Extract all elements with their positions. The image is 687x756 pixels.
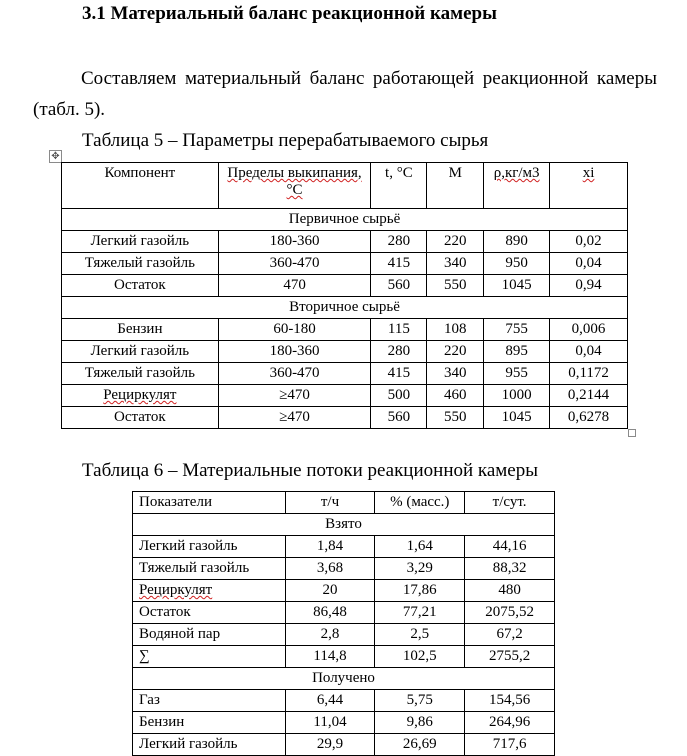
table5-group-title: Первичное сырьё (62, 209, 628, 231)
table5-cell-text: 950 (505, 255, 528, 271)
table6-cell (375, 690, 465, 712)
table5-cell-text: 0,1172 (568, 365, 609, 381)
table6-cell (133, 536, 286, 558)
table5-cell-text: 1000 (501, 387, 532, 403)
table6-cell (375, 558, 465, 580)
table6-group-title: Получено (133, 668, 555, 690)
table6-cell-text: 26,69 (402, 736, 437, 752)
table6-cell (133, 602, 286, 624)
table5-cell-text: Остаток (114, 277, 166, 293)
table6-cell-text: Бензин (139, 714, 185, 730)
table-row (133, 690, 555, 712)
table6-cell-text: Газ (139, 692, 160, 708)
table5-cell (62, 385, 219, 407)
table6-cell-text: Остаток (139, 604, 191, 620)
table5-cell (218, 341, 371, 363)
table5-cell (218, 385, 371, 407)
table-row (62, 341, 628, 363)
table5-cell-text: Рециркулят (103, 387, 177, 403)
table5-cell-text: 550 (444, 409, 467, 425)
table5-cell-text: 895 (505, 343, 528, 359)
table5-cell (371, 407, 427, 429)
table6-header-row (133, 492, 555, 514)
table5-cell (371, 385, 427, 407)
table5-cell (484, 253, 550, 275)
table6-cell-text: 11,04 (313, 714, 347, 730)
table-row (62, 363, 628, 385)
table5-cell-text: 360-470 (269, 255, 320, 271)
table5-header-row (62, 163, 628, 209)
table6-cell-text: 3,29 (406, 560, 433, 576)
table5-cell-text: Остаток (114, 409, 166, 425)
table5-cell-text: 60-180 (273, 321, 316, 337)
table5-header-label: Пределы выкипания,°С (227, 165, 362, 198)
table5-cell (427, 319, 484, 341)
table6-cell (285, 690, 375, 712)
table6-cell (465, 646, 555, 668)
table5-cell (62, 341, 219, 363)
table5-cell (550, 253, 628, 275)
table5-header-cell (371, 163, 427, 209)
table5-cell (62, 363, 219, 385)
table6-cell (375, 580, 465, 602)
table5-cell (62, 319, 219, 341)
table5-cell-text: 340 (444, 365, 467, 381)
table5-cell-text: 360-470 (269, 365, 320, 381)
table5-cell (550, 231, 628, 253)
table6-cell (285, 558, 375, 580)
table-row (62, 253, 628, 275)
table5-cell-text: 550 (444, 277, 467, 293)
table5-cell-text: Легкий газойль (90, 343, 190, 359)
table5-cell (484, 385, 550, 407)
table6-group-row (133, 514, 555, 536)
table6-cell (465, 558, 555, 580)
table-row (62, 231, 628, 253)
table6-cell-text: 2755,2 (488, 648, 531, 664)
table5-cell-text: 0,6278 (567, 409, 610, 425)
table-row (133, 624, 555, 646)
table6-cell-text: 480 (498, 582, 521, 598)
table6-cell-text: Тяжелый газойль (139, 560, 250, 576)
table5-cell (427, 275, 484, 297)
table6-cell (133, 690, 286, 712)
table5-cell (371, 319, 427, 341)
table5-header-label: Компонент (104, 165, 176, 181)
table6-cell-text: Рециркулят (139, 582, 213, 598)
table5-cell (427, 407, 484, 429)
table5-group-row (62, 209, 628, 231)
table5-cell-text: Легкий газойль (90, 233, 190, 249)
table5-cell-text: 415 (387, 365, 411, 381)
table5-header-label: xi (582, 165, 595, 181)
table5-cell-text: Тяжелый газойль (84, 365, 195, 381)
table6-cell-text: 717,6 (492, 736, 527, 752)
table5-cell-text: 0,04 (575, 255, 602, 271)
table5-group-title: Вторичное сырьё (62, 297, 628, 319)
table6-cell-text: 17,86 (402, 582, 437, 598)
table5-cell-text: 340 (444, 255, 467, 271)
table5-header-cell (427, 163, 484, 209)
table6-cell-text: 2,5 (410, 626, 430, 642)
table6-cell-text: 88,32 (492, 560, 527, 576)
table6-cell (133, 734, 286, 756)
table6-cell-text: 44,16 (492, 538, 527, 554)
table5-cell-text: 890 (505, 233, 528, 249)
table6-header-cell: % (масс.) (375, 492, 465, 514)
table6-cell (465, 580, 555, 602)
table5-cell (371, 341, 427, 363)
table6-cell (285, 580, 375, 602)
table6-cell-text: 29,9 (316, 736, 344, 752)
table6-cell-text: 67,2 (496, 626, 523, 642)
table6-cell (465, 734, 555, 756)
table6-cell-text: 5,75 (406, 692, 433, 708)
table6-cell-text: 2,8 (320, 626, 340, 642)
table6-cell-text: 77,21 (402, 604, 437, 620)
table5-cell-text: 0,006 (571, 321, 606, 337)
table6-cell-text: 1,64 (406, 538, 433, 554)
table5-cell (218, 407, 371, 429)
table5-header-label: М (448, 165, 462, 181)
table5-cell (427, 385, 484, 407)
table6-cell (375, 602, 465, 624)
table6-cell-text: Легкий газойль (139, 538, 238, 554)
table-move-handle-icon[interactable]: ✥ (49, 150, 62, 163)
table5-caption: Таблица 5 – Параметры перерабатываемого сырья (82, 130, 489, 151)
table6-header-cell: т/ч (285, 492, 375, 514)
table6-cell-text: 114,8 (313, 648, 347, 664)
table-row (133, 602, 555, 624)
table6-cell (285, 536, 375, 558)
table5-cell (427, 363, 484, 385)
table5-header-cell (550, 163, 628, 209)
table5-cell-text: 1045 (501, 409, 532, 425)
table5 (61, 162, 628, 429)
table5-cell (427, 231, 484, 253)
table5-cell (550, 275, 628, 297)
table6 (132, 491, 555, 756)
table6-cell (465, 602, 555, 624)
table6-cell-text: 1,84 (316, 538, 344, 554)
table-row (62, 275, 628, 297)
table5-cell (427, 341, 484, 363)
table6-cell (133, 712, 286, 734)
table-row (62, 385, 628, 407)
table6-cell (133, 558, 286, 580)
table6-cell (285, 712, 375, 734)
table5-cell-text: ≥470 (279, 387, 310, 403)
table5-cell (484, 319, 550, 341)
table5-cell (484, 275, 550, 297)
table-row (62, 407, 628, 429)
table5-cell-text: 115 (387, 321, 410, 337)
table5-cell (218, 231, 371, 253)
table6-cell-text: 9,86 (406, 714, 433, 730)
table5-cell-text: 280 (387, 233, 411, 249)
table5-cell-text: 470 (283, 277, 306, 293)
table6-cell (465, 624, 555, 646)
table5-cell (62, 253, 219, 275)
table5-cell (550, 407, 628, 429)
table5-cell-text: 0,04 (575, 343, 602, 359)
table5-cell-text: Тяжелый газойль (84, 255, 195, 271)
table6-cell-text: 102,5 (402, 648, 437, 664)
table5-cell-text: 955 (505, 365, 528, 381)
table6-cell (465, 536, 555, 558)
table6-cell (285, 646, 375, 668)
table5-cell (371, 231, 427, 253)
table6-cell (465, 712, 555, 734)
table-row (133, 558, 555, 580)
table5-cell-text: 280 (387, 343, 411, 359)
table6-header-cell: т/сут. (465, 492, 555, 514)
table6-cell (285, 602, 375, 624)
table5-cell-text: 560 (387, 409, 411, 425)
table5-cell (550, 319, 628, 341)
table6-cell-text: 6,44 (316, 692, 344, 708)
table6-cell-text: 264,96 (488, 714, 531, 730)
table5-cell (371, 363, 427, 385)
table6-cell (375, 624, 465, 646)
table5-cell-text: 1045 (501, 277, 532, 293)
table5-cell-text: 108 (444, 321, 467, 337)
table5-cell (550, 385, 628, 407)
section-heading: 3.1 Материальный баланс реакционной камеры (82, 3, 497, 24)
table5-cell (484, 231, 550, 253)
table5-cell (484, 407, 550, 429)
table5-cell (371, 275, 427, 297)
table5-cell-text: 0,02 (575, 233, 602, 249)
table6-cell (133, 646, 286, 668)
table6-group-title: Взято (133, 514, 555, 536)
table6-header-cell: Показатели (133, 492, 286, 514)
table6-cell-text: ∑ (139, 648, 150, 664)
table6-cell-text: 2075,52 (485, 604, 534, 620)
table6-cell (375, 734, 465, 756)
table5-cell (484, 341, 550, 363)
table5-cell (550, 341, 628, 363)
table5-group-row (62, 297, 628, 319)
table5-cell-text: 220 (444, 343, 467, 359)
table-row (133, 646, 555, 668)
table5-cell-text: 180-360 (269, 343, 320, 359)
table6-cell (375, 536, 465, 558)
table5-cell (218, 275, 371, 297)
table5-header-label: ρ,кг/м3 (493, 165, 540, 181)
table5-cell (218, 253, 371, 275)
table5-header-cell (62, 163, 219, 209)
table6-cell-text: 86,48 (313, 604, 347, 620)
table5-cell-text: 755 (505, 321, 528, 337)
table6-cell (375, 646, 465, 668)
table-row (133, 712, 555, 734)
table5-cell-text: 0,2144 (567, 387, 610, 403)
table6-cell (285, 734, 375, 756)
table5-cell (62, 275, 219, 297)
table6-cell-text: 154,56 (488, 692, 531, 708)
table5-cell-text: ≥470 (279, 409, 310, 425)
table5-cell-text: 415 (387, 255, 411, 271)
table6-group-row (133, 668, 555, 690)
table-row (133, 536, 555, 558)
table5-cell-text: 0,94 (575, 277, 602, 293)
table-row (133, 734, 555, 756)
table5-cell (218, 319, 371, 341)
body-paragraph: Составляем материальный баланс работающей реакционной камеры (табл. 5). (33, 68, 657, 120)
table5-cell-text: 560 (387, 277, 411, 293)
table6-cell (465, 690, 555, 712)
table6-cell-text: 3,68 (316, 560, 344, 576)
table6-cell (285, 624, 375, 646)
table-row (62, 319, 628, 341)
table5-cell (62, 407, 219, 429)
table5-header-label: t, °С (385, 165, 413, 181)
table5-cell (484, 363, 550, 385)
table6-cell (133, 624, 286, 646)
table6-cell-text: Водяной пар (139, 626, 221, 642)
table5-cell (427, 253, 484, 275)
table-resize-handle[interactable] (628, 429, 636, 437)
table6-cell-text: 20 (322, 582, 338, 598)
table5-cell-text: 180-360 (269, 233, 320, 249)
table5-cell (371, 253, 427, 275)
table5-cell-text: 460 (444, 387, 467, 403)
table5-cell (218, 363, 371, 385)
table5-cell (62, 231, 219, 253)
table5-cell (550, 363, 628, 385)
table6-caption: Таблица 6 – Материальные потоки реакционной камеры (82, 460, 538, 481)
table-row (133, 580, 555, 602)
table5-header-cell (218, 163, 371, 209)
table5-cell-text: 220 (444, 233, 467, 249)
table5-cell-text: 500 (387, 387, 411, 403)
table5-cell-text: Бензин (117, 321, 163, 337)
table6-cell (133, 580, 286, 602)
table6-cell (375, 712, 465, 734)
table5-header-cell (484, 163, 550, 209)
table6-cell-text: Легкий газойль (139, 736, 238, 752)
